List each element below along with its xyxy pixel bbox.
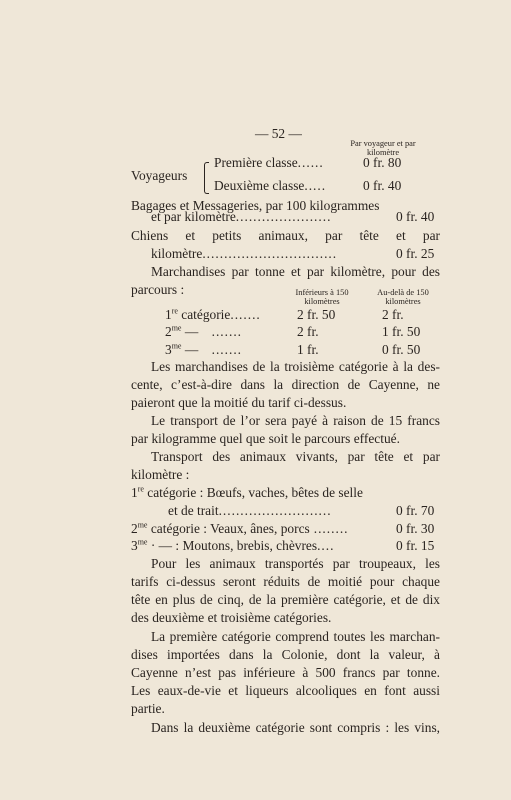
para-animaux-line-1: Transport des animaux vivants, par tête et par xyxy=(151,449,440,464)
marchandises-line-1: Marchandises par tonne et par kilomètre, pour des xyxy=(151,264,440,279)
animaux-price-1: 0 fr. 70 xyxy=(396,503,435,518)
animaux-row-1-line-1: 1re catégorie : Bœufs, vaches, bêtes de selle xyxy=(131,484,363,500)
voyageurs-row-2: Deuxième classe..... xyxy=(214,178,327,193)
category-2-under-150: 2 fr. xyxy=(297,324,319,339)
para-premiere-line-5: partie. xyxy=(131,701,165,716)
para-troupeaux-line-3: tête en plus de cinq, de la première catégorie, et de dix xyxy=(131,592,440,607)
animaux-price-2: 0 fr. 30 xyxy=(396,521,435,536)
para-deuxieme-line-1: Dans la deuxième catégorie sont compris : les vins, xyxy=(151,720,440,735)
page-number: — 52 — xyxy=(255,126,302,141)
bagages-price: 0 fr. 40 xyxy=(396,209,435,224)
bagages-line-2: et par kilomètre...................... xyxy=(151,209,332,224)
para-animaux-line-2: kilomètre : xyxy=(131,467,190,482)
para-premiere-line-3: Cayenne n’est pas inférieure à 500 francs par tonne. xyxy=(131,665,440,680)
rate-column-header: Par voyageur et par kilomètre xyxy=(350,139,416,157)
animaux-row-1-line-2: et de trait.......................... xyxy=(168,503,332,518)
animaux-row-2: $2^{me}$ catégorie : Veaux, ânes, porcs ........ xyxy=(131,520,349,536)
voyageurs-price-1: 0 fr. 80 xyxy=(363,155,402,170)
category-1-under-150: 2 fr. 50 xyxy=(297,307,336,322)
voyageurs-brace xyxy=(204,162,209,194)
bagages-line-1: Bagages et Messageries, par 100 kilogrammes xyxy=(131,198,380,213)
para-descente-line-3: paieront que la moitié du tarif ci-dessus. xyxy=(131,395,347,410)
chiens-line-1: Chiens et petits animaux, par tête et par xyxy=(131,228,440,243)
chiens-line-2: kilomètre............................... xyxy=(151,246,338,261)
chiens-price: 0 fr. 25 xyxy=(396,246,435,261)
para-or-line-1: Le transport de l’or sera payé à raison de 15 francs xyxy=(151,413,440,428)
category-row-2: $2^{me}$ — ....... xyxy=(165,323,243,339)
voyageurs-label: Voyageurs xyxy=(131,168,188,183)
category-1-over-150: 2 fr. xyxy=(382,307,404,322)
marchandises-line-2: parcours : xyxy=(131,282,185,297)
animaux-price-3: 0 fr. 15 xyxy=(396,538,435,553)
voyageurs-row-1: Première classe...... xyxy=(214,155,324,170)
category-row-3: $3^{me}$ — ....... xyxy=(165,341,243,357)
category-2-over-150: 1 fr. 50 xyxy=(382,324,421,339)
para-troupeaux-line-2: tarifs ci-dessus seront réduits de moitié pour chaque xyxy=(131,574,440,589)
category-3-under-150: 1 fr. xyxy=(297,342,319,357)
para-troupeaux-line-1: Pour les animaux transportés par troupeaux, les xyxy=(151,556,440,571)
para-descente-line-1: Les marchandises de la troisième catégorie à la des- xyxy=(151,359,440,374)
para-premiere-line-4: Les eaux-de-vie et liqueurs alcooliques en font aussi xyxy=(131,683,440,698)
column-header-under-150: Inférieurs à 150 kilomètres xyxy=(295,288,349,306)
animaux-row-3: $3^{me}$ · — : Moutons, brebis, chèvres.... xyxy=(131,537,335,553)
para-troupeaux-line-4: des deuxième et troisième catégories. xyxy=(131,610,332,625)
para-premiere-line-2: dises importées dans la Colonie, dont la valeur, à xyxy=(131,647,440,662)
voyageurs-price-2: 0 fr. 40 xyxy=(363,178,402,193)
column-header-over-150: Au-delà de 150 kilomètres xyxy=(377,288,429,306)
category-3-over-150: 0 fr. 50 xyxy=(382,342,421,357)
para-or-line-2: par kilogramme quel que soit le parcours effectué. xyxy=(131,431,400,446)
para-premiere-line-1: La première catégorie comprend toutes les marchan- xyxy=(151,629,440,644)
category-row-1: 1re catégorie....... xyxy=(165,306,261,322)
para-descente-line-2: cente, c’est-à-dire dans la direction de Cayenne, ne xyxy=(131,377,440,392)
